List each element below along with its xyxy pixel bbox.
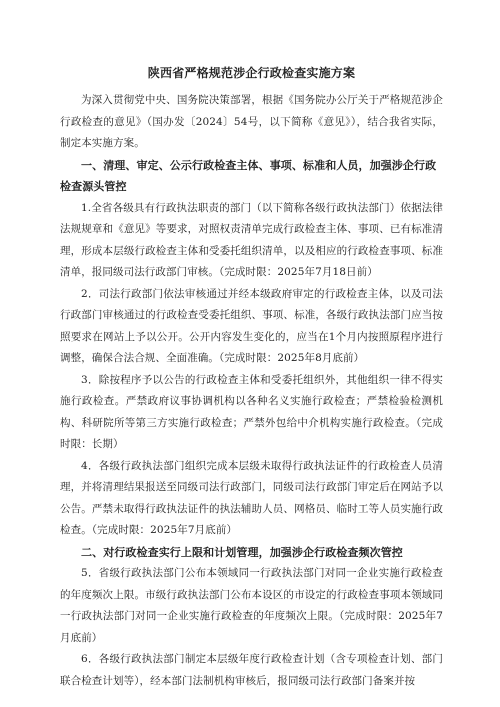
paragraph-item-3: 3．除按程序予以公告的行政检查主体和受委托组织外，其他组织一律不得实施行政检查。严禁政府议事协调机构以各种名义实施行政检查；严禁检验检测机构、科研院所等第三方实施行政检查；严禁外包给中介机构实施行政检查。（完成时限：长期）	[60, 373, 443, 450]
paragraph-item-6: 6．各级行政执法部门制定本层级年度行政检查计划（含专项检查计划、部门联合检查计划等），经本部门法制机构审核后，报同级司法行政部门备案并按	[60, 653, 443, 687]
paragraph-item-5: 5．省级行政执法部门公布本领域同一行政执法部门对同一企业实施行政检查的年度频次上限。市级行政执法部门公布本设区的市设定的行政检查事项本领域同一行政执法部门对同一企业实施行政检查的年度频次上限。（完成时限：2025年7月底前）	[60, 567, 443, 644]
document-title: 陕西省严格规范涉企行政检查实施方案	[147, 66, 356, 80]
section-heading-2: 二、对行政检查实行上限和计划管理，加强涉企行政检查频次管控	[81, 545, 403, 559]
paragraph-item-2: 2．司法行政部门依法审核通过并经本级政府审定的行政检查主体，以及司法行政部门审核通过的行政检查受委托组织、事项、标准，各级行政执法部门应当按照要求在网站上予以公开。公开内容发生变化的，应当在1个月内按照原程序进行调整，确保合法合规、全面准确。（完成时限：2025年8月底前）	[60, 287, 443, 364]
section-heading-1: 一、清理、审定、公示行政检查主体、事项、标准和人员，加强涉企行政检查源头管控	[60, 158, 437, 193]
intro-paragraph: 为深入贯彻党中央、国务院决策部署，根据《国务院办公厅关于严格规范涉企行政检查的意见》（国办发〔2024〕54号，以下简称《意见》），结合我省实际，制定本实施方案。	[60, 94, 443, 149]
paragraph-item-1: 1.全省各级具有行政执法职责的部门（以下简称各级行政执法部门）依据法律法规规章和《意见》等要求，对照权责清单完成行政检查主体、事项、已有标准清理，形成本层级行政检查主体和受委托组织清单，以及相应的行政检查事项、标准清单，报同级司法行政部门审核。（完成时限：2025年7月18日前）	[60, 201, 443, 278]
paragraph-item-4: 4．各级行政执法部门组织完成本层级未取得行政执法证件的行政检查人员清理，并将清理结果报送至同级司法行政部门，同级司法行政部门审定后在网站予以公告。严禁未取得行政执法证件的执法辅助人员、网格员、临时工等人员实施行政检查。（完成时限：2025年7月底前）	[60, 459, 443, 536]
